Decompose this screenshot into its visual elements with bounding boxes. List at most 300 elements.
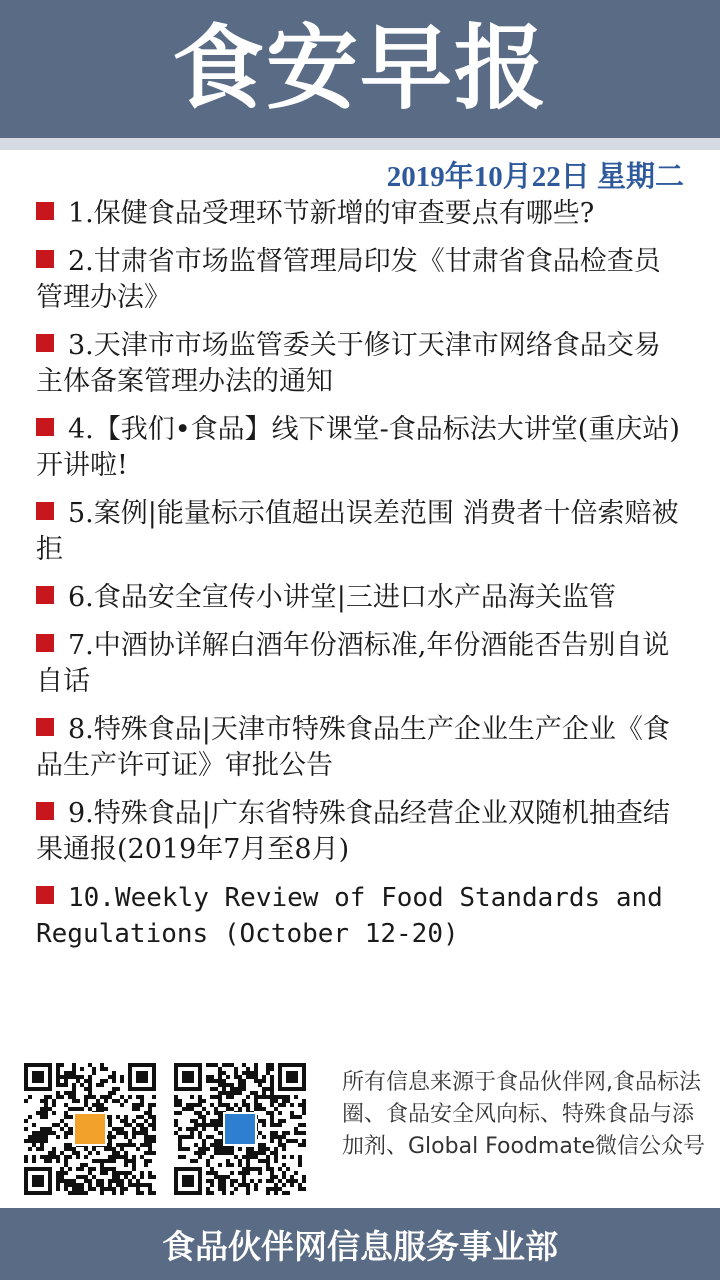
- qr-module: [266, 1067, 270, 1071]
- qr-module: [262, 1091, 266, 1095]
- qr-module: [214, 1119, 218, 1123]
- qr-code-icon[interactable]: [24, 1063, 156, 1195]
- qr-module: [262, 1143, 266, 1147]
- qr-module: [68, 1127, 72, 1131]
- qr-module: [116, 1183, 120, 1187]
- qr-module: [218, 1143, 222, 1147]
- qr-module: [108, 1179, 112, 1183]
- qr-module: [266, 1167, 270, 1171]
- qr-module: [144, 1131, 148, 1135]
- qr-module: [246, 1107, 250, 1111]
- qr-module: [144, 1183, 148, 1187]
- qr-module: [44, 1095, 48, 1099]
- qr-module: [120, 1131, 124, 1135]
- qr-module: [282, 1143, 286, 1147]
- qr-module: [92, 1187, 96, 1191]
- news-item[interactable]: [36, 796, 686, 868]
- qr-module: [60, 1075, 64, 1079]
- qr-module: [132, 1183, 136, 1187]
- qr-module: [274, 1151, 278, 1155]
- qr-module: [44, 1135, 48, 1139]
- qr-module: [64, 1187, 68, 1191]
- qr-module: [124, 1159, 128, 1163]
- qr-module: [136, 1191, 140, 1195]
- qr-module: [198, 1099, 202, 1103]
- qr-module: [52, 1131, 56, 1135]
- qr-module: [144, 1111, 148, 1115]
- qr-module: [218, 1071, 222, 1075]
- qr-module: [302, 1131, 306, 1135]
- news-item-text: 6.食品安全宣传小讲堂|三进口水产品海关监管: [68, 582, 616, 613]
- qr-module: [274, 1155, 278, 1159]
- news-item[interactable]: [36, 628, 686, 700]
- qr-module: [132, 1127, 136, 1131]
- qr-module: [206, 1075, 210, 1079]
- qr-module: [238, 1163, 242, 1167]
- qr-module: [250, 1179, 254, 1183]
- qr-module: [72, 1083, 76, 1087]
- qr-module: [140, 1115, 144, 1119]
- qr-module: [148, 1135, 152, 1139]
- qr-module: [64, 1163, 68, 1167]
- qr-module: [68, 1183, 72, 1187]
- qr-finder: [286, 1071, 298, 1083]
- qr-module: [116, 1099, 120, 1103]
- qr-module: [238, 1079, 242, 1083]
- qr-module: [274, 1107, 278, 1111]
- qr-module: [218, 1115, 222, 1119]
- qr-module: [140, 1155, 144, 1159]
- qr-module: [80, 1191, 84, 1195]
- qr-module: [210, 1119, 214, 1123]
- news-item[interactable]: [36, 328, 686, 400]
- qr-module: [270, 1095, 274, 1099]
- qr-module: [136, 1123, 140, 1127]
- qr-logo-icon: [223, 1112, 257, 1146]
- qr-module: [100, 1067, 104, 1071]
- qr-module: [96, 1151, 100, 1155]
- qr-module: [218, 1147, 222, 1151]
- news-item-text: 8.特殊食品|天津市特殊食品生产企业生产企业《食品生产许可证》审批公告: [36, 714, 670, 781]
- qr-module: [64, 1115, 68, 1119]
- qr-module: [112, 1191, 116, 1195]
- qr-module: [92, 1147, 96, 1151]
- qr-module: [258, 1103, 262, 1107]
- qr-module: [100, 1079, 104, 1083]
- qr-finder: [182, 1071, 194, 1083]
- qr-module: [108, 1147, 112, 1151]
- qr-module: [64, 1183, 68, 1187]
- source-text: 所有信息来源于食品伙伴网,食品标法圈、食品安全风向标、特殊食品与添加剂、Global Foodmate微信公众号: [342, 1070, 706, 1159]
- news-item-text: 4.【我们•食品】线下课堂-食品标法大讲堂(重庆站) 开讲啦!: [36, 414, 680, 481]
- qr-module: [124, 1123, 128, 1127]
- qr-module: [120, 1143, 124, 1147]
- qr-module: [242, 1099, 246, 1103]
- qr-finder: [32, 1175, 44, 1187]
- qr-module: [218, 1083, 222, 1087]
- qr-module: [178, 1103, 182, 1107]
- qr-module: [298, 1163, 302, 1167]
- qr-module: [270, 1067, 274, 1071]
- bullet-icon: [36, 202, 54, 220]
- qr-module: [178, 1139, 182, 1143]
- qr-module: [270, 1131, 274, 1135]
- news-item[interactable]: [36, 244, 686, 316]
- qr-module: [218, 1111, 222, 1115]
- qr-module: [254, 1103, 258, 1107]
- qr-module: [72, 1147, 76, 1151]
- qr-module: [230, 1107, 234, 1111]
- qr-module: [68, 1107, 72, 1111]
- qr-module: [32, 1155, 36, 1159]
- qr-module: [52, 1155, 56, 1159]
- qr-module: [262, 1087, 266, 1091]
- qr-module: [210, 1179, 214, 1183]
- qr-module: [206, 1111, 210, 1115]
- qr-module: [258, 1147, 262, 1151]
- qr-module: [124, 1171, 128, 1175]
- qr-module: [218, 1175, 222, 1179]
- qr-module: [198, 1111, 202, 1115]
- qr-module: [120, 1075, 124, 1079]
- qr-module: [84, 1163, 88, 1167]
- qr-module: [112, 1179, 116, 1183]
- qr-module: [84, 1175, 88, 1179]
- qr-module: [234, 1179, 238, 1183]
- qr-module: [120, 1119, 124, 1123]
- qr-module: [28, 1147, 32, 1151]
- qr-module: [140, 1183, 144, 1187]
- qr-module: [116, 1131, 120, 1135]
- qr-module: [206, 1159, 210, 1163]
- qr-module: [104, 1095, 108, 1099]
- qr-module: [226, 1175, 230, 1179]
- qr-module: [250, 1167, 254, 1171]
- qr-module: [28, 1139, 32, 1143]
- qr-module: [186, 1107, 190, 1111]
- qr-module: [226, 1075, 230, 1079]
- qr-module: [68, 1167, 72, 1171]
- qr-module: [140, 1127, 144, 1131]
- qr-module: [124, 1131, 128, 1135]
- qr-module: [190, 1119, 194, 1123]
- news-item[interactable]: [36, 712, 686, 784]
- qr-module: [274, 1131, 278, 1135]
- qr-module: [132, 1131, 136, 1135]
- qr-module: [72, 1067, 76, 1071]
- qr-module: [298, 1131, 302, 1135]
- qr-module: [124, 1115, 128, 1119]
- qr-module: [190, 1107, 194, 1111]
- qr-module: [198, 1135, 202, 1139]
- qr-module: [100, 1095, 104, 1099]
- qr-module: [302, 1143, 306, 1147]
- qr-module: [84, 1103, 88, 1107]
- qr-module: [266, 1063, 270, 1067]
- qr-module: [88, 1095, 92, 1099]
- qr-module: [144, 1163, 148, 1167]
- qr-module: [148, 1147, 152, 1151]
- qr-module: [116, 1179, 120, 1183]
- bullet-icon: [36, 502, 54, 520]
- qr-module: [148, 1143, 152, 1147]
- qr-module: [198, 1103, 202, 1107]
- qr-module: [68, 1115, 72, 1119]
- qr-code-icon[interactable]: [174, 1063, 306, 1195]
- qr-module: [60, 1127, 64, 1131]
- qr-module: [262, 1075, 266, 1079]
- qr-module: [246, 1147, 250, 1151]
- qr-module: [140, 1171, 144, 1175]
- qr-module: [202, 1107, 206, 1111]
- qr-module: [302, 1139, 306, 1143]
- qr-module: [198, 1147, 202, 1151]
- qr-module: [108, 1135, 112, 1139]
- qr-module: [254, 1071, 258, 1075]
- qr-module: [206, 1079, 210, 1083]
- qr-module: [120, 1171, 124, 1175]
- bullet-icon: [36, 334, 54, 352]
- qr-module: [246, 1095, 250, 1099]
- qr-module: [140, 1095, 144, 1099]
- qr-module: [278, 1095, 282, 1099]
- qr-module: [226, 1083, 230, 1087]
- qr-module: [202, 1099, 206, 1103]
- qr-module: [48, 1159, 52, 1163]
- qr-module: [274, 1191, 278, 1195]
- qr-module: [270, 1099, 274, 1103]
- qr-module: [262, 1159, 266, 1163]
- qr-module: [254, 1067, 258, 1071]
- qr-module: [60, 1063, 64, 1067]
- qr-module: [104, 1099, 108, 1103]
- qr-module: [152, 1123, 156, 1127]
- qr-module: [178, 1099, 182, 1103]
- qr-module: [278, 1119, 282, 1123]
- qr-module: [278, 1179, 282, 1183]
- qr-module: [40, 1135, 44, 1139]
- qr-module: [230, 1083, 234, 1087]
- qr-module: [242, 1083, 246, 1087]
- bullet-icon: [36, 586, 54, 604]
- qr-module: [290, 1183, 294, 1187]
- qr-module: [112, 1175, 116, 1179]
- qr-module: [116, 1115, 120, 1119]
- qr-module: [100, 1103, 104, 1107]
- qr-module: [214, 1111, 218, 1115]
- qr-module: [278, 1167, 282, 1171]
- qr-module: [278, 1135, 282, 1139]
- qr-module: [270, 1111, 274, 1115]
- news-item[interactable]: [36, 196, 686, 232]
- qr-module: [254, 1079, 258, 1083]
- qr-module: [254, 1107, 258, 1111]
- qr-module: [124, 1143, 128, 1147]
- qr-module: [266, 1087, 270, 1091]
- qr-module: [230, 1063, 234, 1067]
- qr-module: [80, 1167, 84, 1171]
- qr-module: [96, 1183, 100, 1187]
- qr-module: [72, 1087, 76, 1091]
- qr-module: [206, 1063, 210, 1067]
- qr-module: [64, 1159, 68, 1163]
- qr-module: [214, 1107, 218, 1111]
- qr-module: [32, 1135, 36, 1139]
- qr-module: [68, 1191, 72, 1195]
- qr-module: [294, 1179, 298, 1183]
- qr-module: [108, 1123, 112, 1127]
- qr-module: [72, 1187, 76, 1191]
- qr-module: [274, 1183, 278, 1187]
- qr-module: [140, 1103, 144, 1107]
- qr-module: [88, 1179, 92, 1183]
- qr-module: [218, 1103, 222, 1107]
- qr-module: [64, 1111, 68, 1115]
- qr-module: [198, 1151, 202, 1155]
- news-item[interactable]: [36, 412, 686, 484]
- qr-module: [96, 1083, 100, 1087]
- news-item[interactable]: [36, 880, 686, 952]
- qr-module: [214, 1175, 218, 1179]
- qr-module: [48, 1131, 52, 1135]
- qr-module: [32, 1139, 36, 1143]
- qr-module: [40, 1111, 44, 1115]
- qr-module: [64, 1071, 68, 1075]
- qr-module: [190, 1135, 194, 1139]
- qr-module: [24, 1119, 28, 1123]
- qr-module: [132, 1163, 136, 1167]
- qr-module: [148, 1111, 152, 1115]
- qr-module: [120, 1103, 124, 1107]
- qr-module: [132, 1143, 136, 1147]
- qr-module: [282, 1103, 286, 1107]
- qr-module: [262, 1107, 266, 1111]
- qr-module: [238, 1107, 242, 1111]
- qr-module: [302, 1187, 306, 1191]
- qr-module: [136, 1095, 140, 1099]
- qr-module: [270, 1175, 274, 1179]
- qr-module: [286, 1139, 290, 1143]
- qr-module: [112, 1075, 116, 1079]
- qr-module: [294, 1131, 298, 1135]
- qr-module: [152, 1095, 156, 1099]
- qr-module: [120, 1187, 124, 1191]
- qr-module: [270, 1123, 274, 1127]
- qr-module: [226, 1147, 230, 1151]
- qr-module: [120, 1191, 124, 1195]
- qr-module: [258, 1151, 262, 1155]
- qr-module: [274, 1187, 278, 1191]
- qr-module: [242, 1179, 246, 1183]
- qr-module: [298, 1143, 302, 1147]
- qr-module: [214, 1063, 218, 1067]
- qr-module: [56, 1071, 60, 1075]
- qr-module: [290, 1155, 294, 1159]
- qr-module: [56, 1179, 60, 1183]
- qr-module: [108, 1115, 112, 1119]
- qr-module: [72, 1099, 76, 1103]
- qr-module: [140, 1191, 144, 1195]
- qr-module: [88, 1167, 92, 1171]
- bullet-icon: [36, 250, 54, 268]
- qr-module: [104, 1187, 108, 1191]
- qr-module: [40, 1139, 44, 1143]
- news-item[interactable]: [36, 580, 686, 616]
- qr-module: [190, 1103, 194, 1107]
- qr-module: [100, 1107, 104, 1111]
- qr-module: [128, 1143, 132, 1147]
- qr-module: [104, 1171, 108, 1175]
- qr-module: [230, 1171, 234, 1175]
- qr-module: [52, 1123, 56, 1127]
- qr-module: [210, 1167, 214, 1171]
- qr-module: [258, 1167, 262, 1171]
- qr-module: [198, 1095, 202, 1099]
- news-item[interactable]: [36, 496, 686, 568]
- qr-module: [198, 1155, 202, 1159]
- qr-module: [254, 1095, 258, 1099]
- qr-module: [302, 1107, 306, 1111]
- qr-module: [44, 1111, 48, 1115]
- qr-module: [104, 1167, 108, 1171]
- qr-module: [298, 1115, 302, 1119]
- qr-module: [270, 1135, 274, 1139]
- qr-module: [44, 1131, 48, 1135]
- qr-module: [234, 1103, 238, 1107]
- qr-module: [266, 1179, 270, 1183]
- qr-module: [76, 1099, 80, 1103]
- qr-module: [128, 1123, 132, 1127]
- qr-module: [194, 1103, 198, 1107]
- qr-module: [218, 1095, 222, 1099]
- qr-module: [152, 1119, 156, 1123]
- qr-module: [112, 1147, 116, 1151]
- qr-module: [72, 1091, 76, 1095]
- qr-module: [298, 1183, 302, 1187]
- qr-module: [194, 1127, 198, 1131]
- qr-module: [108, 1091, 112, 1095]
- qr-module: [210, 1183, 214, 1187]
- qr-module: [24, 1127, 28, 1131]
- qr-module: [116, 1143, 120, 1147]
- qr-module: [282, 1147, 286, 1151]
- qr-module: [182, 1107, 186, 1111]
- qr-module: [218, 1131, 222, 1135]
- qr-module: [64, 1135, 68, 1139]
- qr-module: [132, 1119, 136, 1123]
- qr-module: [222, 1083, 226, 1087]
- qr-module: [80, 1083, 84, 1087]
- qr-module: [52, 1099, 56, 1103]
- qr-module: [120, 1179, 124, 1183]
- qr-module: [262, 1095, 266, 1099]
- qr-module: [278, 1103, 282, 1107]
- qr-module: [128, 1095, 132, 1099]
- qr-module: [238, 1183, 242, 1187]
- qr-module: [234, 1087, 238, 1091]
- news-list: [36, 196, 686, 964]
- qr-module: [68, 1155, 72, 1159]
- qr-module: [68, 1071, 72, 1075]
- qr-module: [270, 1171, 274, 1175]
- qr-module: [198, 1131, 202, 1135]
- qr-module: [250, 1155, 254, 1159]
- qr-module: [246, 1155, 250, 1159]
- qr-module: [68, 1143, 72, 1147]
- qr-module: [286, 1099, 290, 1103]
- qr-module: [92, 1071, 96, 1075]
- qr-module: [24, 1159, 28, 1163]
